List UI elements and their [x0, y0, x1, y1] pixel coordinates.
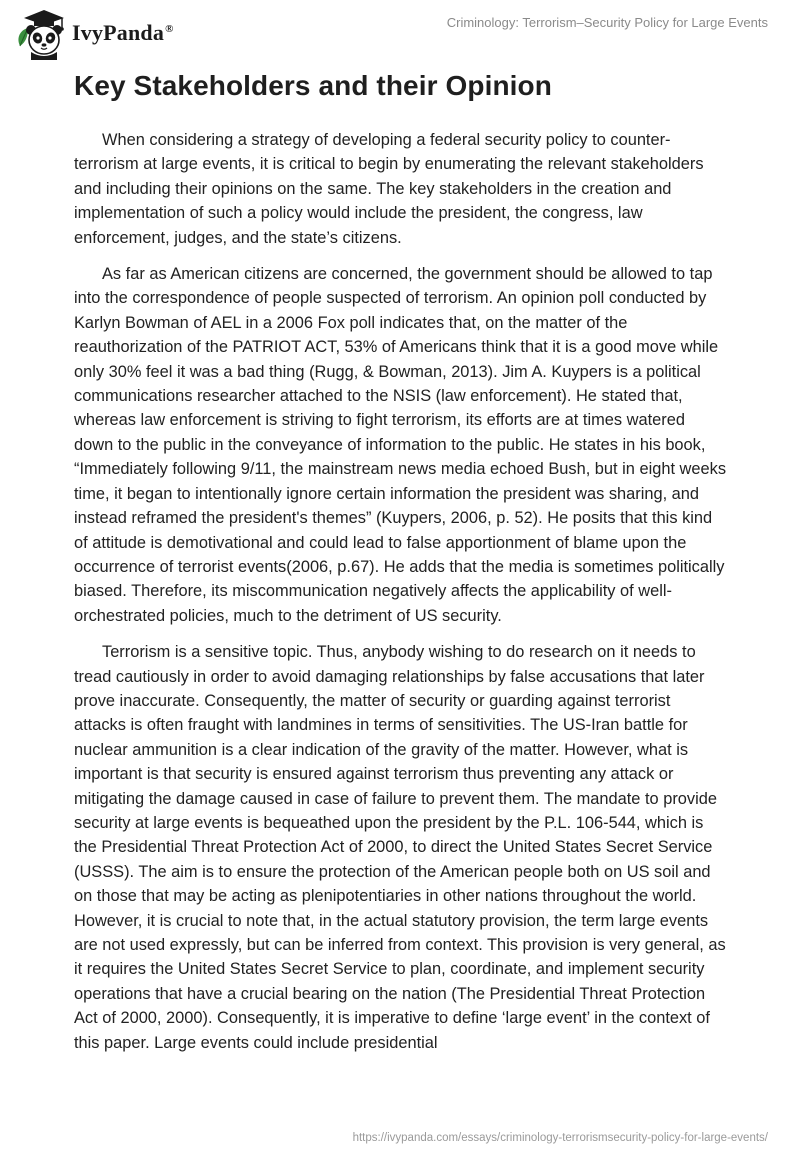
ivypanda-logo[interactable]	[14, 6, 174, 60]
section-heading: Key Stakeholders and their Opinion	[74, 70, 552, 101]
brand-name	[72, 20, 174, 46]
registered-mark: ®	[165, 22, 174, 35]
brand-text: IvyPanda	[72, 20, 165, 45]
page-header	[0, 0, 800, 70]
paragraph-1: When considering a strategy of developing a federal security policy to counter-terrorism at large events, it is critical to begin by enumerating the relevant stakeholders and including their opinions on the same. The key stakeholders in the creation and implementation of such a policy would include the president, the congress, law enforcement, judges, and the state’s citizens.	[74, 131, 704, 247]
article-body	[74, 128, 726, 1067]
paragraph-2: As far as American citizens are concerned, the government should be allowed to tap into the correspondence of people suspected of terrorism. An opinion poll conducted by Karlyn Bowman of AEL in a 2006 Fox poll indicates that, on the matter of the reauthorization of the PATRIOT ACT, 53% of Americans think that it is a good move while only 30% feel it was a bad thing (Rugg, & Bowman, 2013). Jim A. Kuypers is a political communications researcher attached to the NSIS (law enforcement). He stated that, whereas law enforcement is striving to fight terrorism, its efforts are at times watered down to the public in the conveyance of information to the public. He states in his book, “Immediately following 9/11, the mainstream news media echoed Bush, but in eight weeks time, it began to intentionally ignore certain information the president was sharing, and instead reframed the president's themes” (Kuypers, 2006, p. 52). He posits that this kind of attitude is demotivational and could lead to false apportionment of blame upon the occurrence of terrorist events(2006, p.67). He adds that the media is sometimes politically biased. Therefore, its miscommunication negatively affects the applicability of well-orchestrated policies, much to the detriment of US security.	[74, 265, 727, 625]
panda-graduate-icon	[14, 6, 68, 60]
source-url[interactable]: https://ivypanda.com/essays/criminology-terrorismsecurity-policy-for-large-events/	[352, 1132, 768, 1144]
document-title: Criminology: Terrorism–Security Policy for Large Events	[446, 15, 768, 30]
paragraph-3: Terrorism is a sensitive topic. Thus, anybody wishing to do research on it needs to tread cautiously in order to avoid damaging relationships by false accusations that later prove inaccurate. Consequently, the matter of security or guarding against terrorist attacks is often fraught with landmines in terms of sensitivities. The US-Iran battle for nuclear ammunition is a clear indication of the gravity of the matter. However, what is important is that security is ensured against terrorism thus preventing any attack or mitigating the damage caused in case of failure to prevent them. The mandate to provide security at large events is bequeathed upon the president by the P.L. 106-544, which is the Presidential Threat Protection Act of 2000, to direct the United States Secret Service (USSS). The aim is to ensure the protection of the American people both on US soil and on those that may be acting as plenipotentiaries in other nations throughout the world. However, it is crucial to note that, in the actual statutory provision, the term large events are not used expressly, but can be inferred from context. This provision is very general, as it requires the United States Secret Service to plan, coordinate, and implement security operations that have a crucial bearing on the nation (The Presidential Threat Protection Act of 2000, 2000). Consequently, it is imperative to define ‘large event’ in the context of this paper. Large events could include presidential	[74, 643, 726, 1052]
